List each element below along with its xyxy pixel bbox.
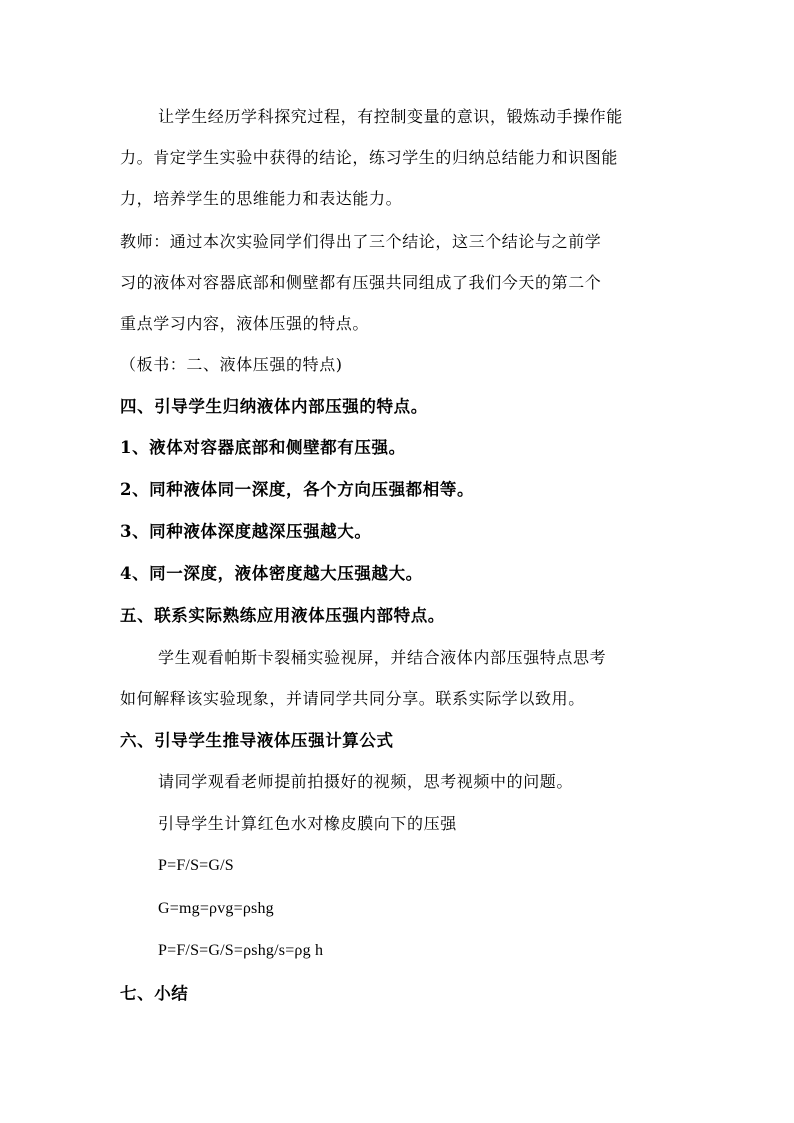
section-heading: 六、引导学生推导液体压强计算公式 bbox=[120, 731, 394, 750]
paragraph-line: 教师：通过本次实验同学们得出了三个结论，这三个结论与之前学 bbox=[120, 232, 602, 251]
paragraph-line: 力。肯定学生实验中获得的结论，练习学生的归纳总结能力和识图能 bbox=[120, 148, 619, 167]
section-heading: 七、小结 bbox=[120, 984, 189, 1003]
formula-line: P=F/S=G/S bbox=[158, 857, 234, 874]
board-note: （板书：二、液体压强的特点) bbox=[120, 355, 343, 374]
paragraph-line: 请同学观看老师提前拍摄好的视频，思考视频中的问题。 bbox=[158, 772, 574, 791]
paragraph-line: 引导学生计算红色水对橡皮膜向下的压强 bbox=[158, 814, 457, 833]
formula-line: P=F/S=G/S=ρshg/s=ρg h bbox=[158, 942, 324, 959]
paragraph-line: 学生观看帕斯卡裂桶实验视屏，并结合液体内部压强特点思考 bbox=[158, 648, 607, 667]
formula-line: G=mg=ρvg=ρshg bbox=[158, 900, 274, 917]
list-item: 3、同种液体深度越深压强越大。 bbox=[120, 522, 372, 541]
paragraph-line: 重点学习内容，液体压强的特点。 bbox=[120, 314, 370, 333]
section-heading: 四、引导学生归纳液体内部压强的特点。 bbox=[120, 397, 428, 416]
paragraph-line: 力，培养学生的思维能力和表达能力。 bbox=[120, 189, 403, 208]
paragraph-line: 让学生经历学科探究过程，有控制变量的意识，锻炼动手操作能 bbox=[158, 107, 623, 126]
paragraph-line: 如何解释该实验现象，并请同学共同分享。联系实际学以致用。 bbox=[120, 689, 585, 708]
list-item: 2、同种液体同一深度，各个方向压强都相等。 bbox=[120, 480, 475, 499]
list-item: 1、液体对容器底部和侧壁都有压强。 bbox=[120, 438, 406, 457]
section-heading: 五、联系实际熟练应用液体压强内部特点。 bbox=[120, 606, 445, 625]
paragraph-line: 习的液体对容器底部和侧壁都有压强共同组成了我们今天的第二个 bbox=[120, 273, 602, 292]
list-item: 4、同一深度，液体密度越大压强越大。 bbox=[120, 564, 423, 583]
